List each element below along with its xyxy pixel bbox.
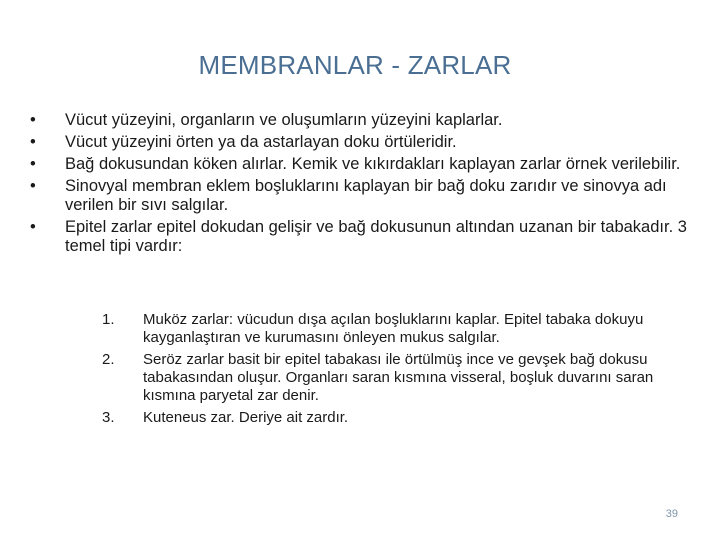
bullet-marker: • — [30, 111, 36, 129]
bullet-item — [30, 111, 695, 130]
bullet-item — [30, 177, 695, 215]
numbered-list — [102, 311, 687, 431]
numbered-item — [102, 409, 687, 427]
bullet-marker: • — [30, 177, 36, 195]
bullet-marker: • — [30, 218, 36, 236]
bullet-marker: • — [30, 155, 36, 173]
bullet-text: Sinovyal membran eklem boşluklarını kaplayan bir bağ doku zarıdır ve sinovya adı verilen bir sıvı salgılar. — [65, 177, 667, 214]
slide-title: MEMBRANLAR - ZARLAR — [198, 50, 512, 80]
item-text: Seröz zarlar basit bir epitel tabakası ile örtülmüş ince ve gevşek bağ dokusu tabakasından oluşur. Organları saran kısmına visseral, boşluk duvarını saran kısmına paryetal zar denir. — [143, 351, 654, 404]
bullet-item — [30, 133, 695, 152]
bullet-item — [30, 218, 695, 256]
bullet-text: Bağ dokusundan köken alırlar. Kemik ve kıkırdakları kaplayan zarlar örnek verilebilir. — [65, 155, 681, 173]
numbered-item — [102, 351, 687, 405]
numbered-item — [102, 311, 687, 347]
bullet-list — [30, 111, 695, 259]
bullet-item — [30, 155, 695, 174]
bullet-marker: • — [30, 133, 36, 151]
item-text: Kuteneus zar. Deriye ait zardır. — [143, 409, 349, 426]
item-text: Muköz zarlar: vücudun dışa açılan boşluklarını kaplar. Epitel tabaka dokuyu kayganlaştıran ve kurumasını önleyen mukus salgılar. — [143, 311, 644, 346]
item-number: 1. — [102, 311, 115, 328]
bullet-text: Vücut yüzeyini örten ya da astarlayan doku örtüleridir. — [65, 133, 457, 151]
bullet-text: Vücut yüzeyini, organların ve oluşumların yüzeyini kaplarlar. — [65, 111, 503, 129]
page-number: 39 — [665, 508, 678, 520]
item-number: 2. — [102, 351, 115, 368]
bullet-text: Epitel zarlar epitel dokudan gelişir ve bağ dokusunun altından uzanan bir tabakadır. 3 temel tipi vardır: — [65, 218, 687, 255]
item-number: 3. — [102, 409, 115, 426]
